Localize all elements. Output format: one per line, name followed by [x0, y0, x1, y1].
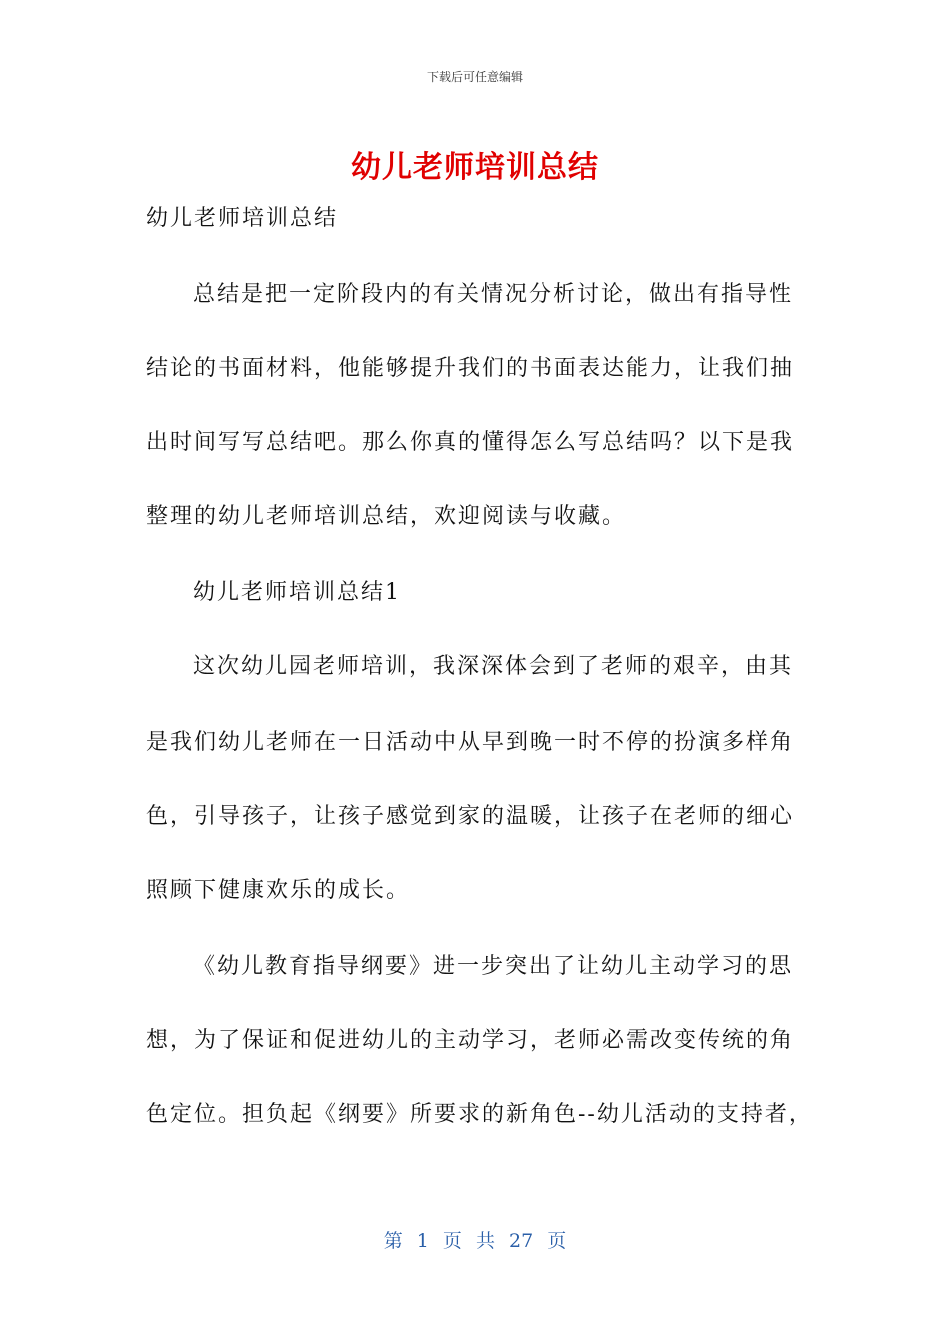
document-title: 幼儿老师培训总结 — [351, 150, 599, 185]
paragraph-line: 出时间写写总结吧。那么你真的懂得怎么写总结吗？以下是我 — [146, 430, 795, 455]
subtitle-line: 幼儿老师培训总结 — [146, 206, 339, 231]
paragraph-line: 总结是把一定阶段内的有关情况分析讨论，做出有指导性 — [193, 282, 794, 307]
paragraph-line: 这次幼儿园老师培训，我深深体会到了老师的艰辛，由其 — [193, 654, 794, 679]
paragraph-line: 色定位。担负起《纲要》所要求的新角色--幼儿活动的支持者， — [146, 1102, 813, 1127]
paragraph-line: 照顾下健康欢乐的成长。 — [146, 878, 411, 903]
section-heading: 幼儿老师培训总结1 — [193, 580, 401, 605]
header-note: 下载后可任意编辑 — [426, 70, 523, 84]
paragraph-line: 整理的幼儿老师培训总结，欢迎阅读与收藏。 — [146, 504, 627, 529]
page-number-footer: 第 1 页 共 27 页 — [383, 1230, 567, 1252]
paragraph-line: 色，引导孩子，让孩子感觉到家的温暖，让孩子在老师的细心 — [146, 804, 795, 829]
paragraph-line: 《幼儿教育指导纲要》进一步突出了让幼儿主动学习的思 — [193, 954, 794, 979]
paragraph-line: 想，为了保证和促进幼儿的主动学习，老师必需改变传统的角 — [146, 1028, 795, 1053]
paragraph-line: 是我们幼儿老师在一日活动中从早到晚一时不停的扮演多样角 — [146, 730, 795, 755]
paragraph-line: 结论的书面材料，他能够提升我们的书面表达能力，让我们抽 — [146, 356, 795, 381]
